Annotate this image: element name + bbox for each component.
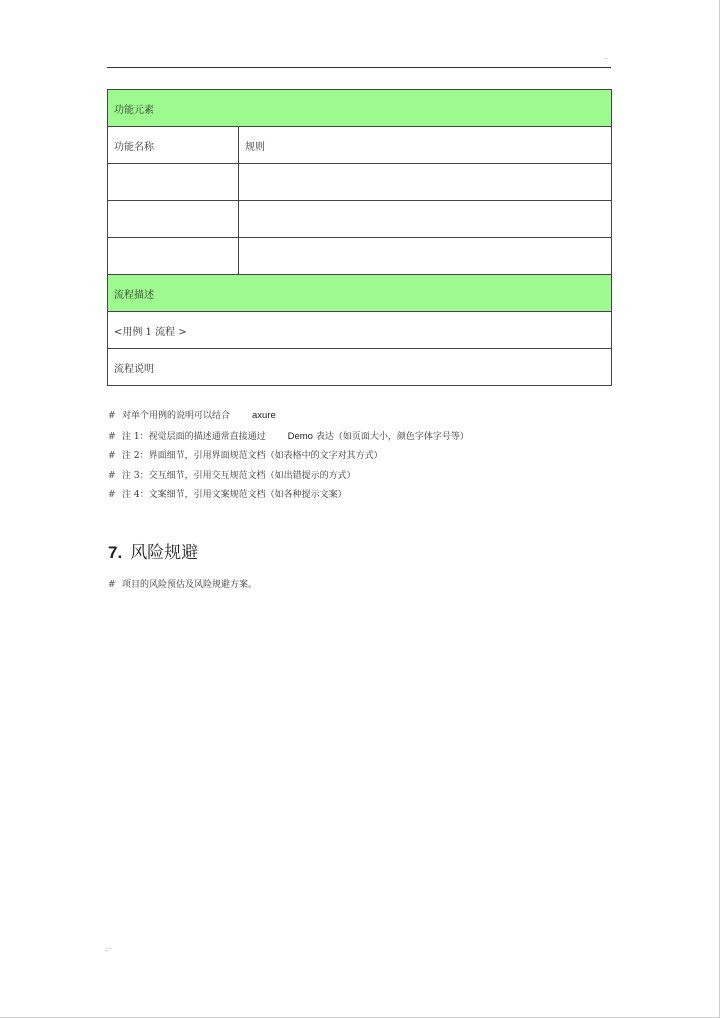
- header-mark: ··: [604, 56, 608, 63]
- note-line: [108, 467, 469, 487]
- hash-mark: #: [108, 470, 116, 481]
- table-cell: [239, 201, 612, 238]
- note-text: 注 2：界面细节，引用界面规范文档（如表格中的文字对其方式）: [122, 451, 383, 461]
- column-header-rule: 规则: [239, 127, 612, 164]
- footer-mark: ;··: [106, 946, 112, 953]
- flow-usecase-cell: <用例 1 流程 >: [108, 312, 612, 349]
- flow-description-header: 流程描述: [108, 275, 612, 312]
- header-rule: [107, 67, 611, 68]
- note-text: 对单个用例的说明可以结合: [122, 411, 231, 421]
- hash-mark: #: [108, 490, 116, 500]
- section-heading: [108, 538, 198, 563]
- note-line: [108, 486, 469, 506]
- table-row: [108, 349, 612, 386]
- table-row: [108, 127, 612, 164]
- section-body-text: 项目的风险预估及风险规避方案。: [122, 580, 258, 590]
- note-text: 注 1：视觉层面的描述通常直接通过: [122, 431, 266, 442]
- note-tail: axure: [252, 410, 276, 421]
- section-number: 7.: [108, 543, 123, 562]
- table-row: [108, 275, 612, 312]
- table-row: [108, 164, 612, 201]
- function-elements-header: 功能元素: [108, 90, 612, 127]
- table-row: [108, 312, 612, 349]
- note-text: 注 4：文案细节，引用文案规范文档（如各种提示文案）: [122, 490, 347, 500]
- section-body: [108, 577, 257, 590]
- note-line: [108, 427, 469, 448]
- table-cell: [108, 201, 239, 238]
- note-tail2: 表达（如页面大小，颜色字体字号等）: [315, 431, 469, 442]
- column-header-name: 功能名称: [108, 127, 239, 164]
- hash-mark: #: [108, 580, 116, 590]
- table-cell: [239, 238, 612, 275]
- function-spec-table: [107, 89, 612, 386]
- note-line: [108, 406, 469, 427]
- note-tail: Demo: [287, 430, 313, 442]
- table-row: [108, 90, 612, 127]
- hash-mark: #: [108, 431, 116, 442]
- table-cell: [108, 164, 239, 201]
- hash-mark: #: [108, 411, 116, 421]
- note-text: 注 3：交互细节，引用交互规范文档（如出错提示的方式）: [122, 470, 356, 481]
- table-row: [108, 201, 612, 238]
- section-title: 风险规避: [130, 543, 199, 563]
- table-cell: [108, 238, 239, 275]
- note-line: [108, 447, 469, 467]
- notes-list: [108, 406, 469, 506]
- flow-note-cell: 流程说明: [108, 349, 612, 386]
- table-cell: [239, 164, 612, 201]
- hash-mark: #: [108, 451, 116, 461]
- table-row: [108, 238, 612, 275]
